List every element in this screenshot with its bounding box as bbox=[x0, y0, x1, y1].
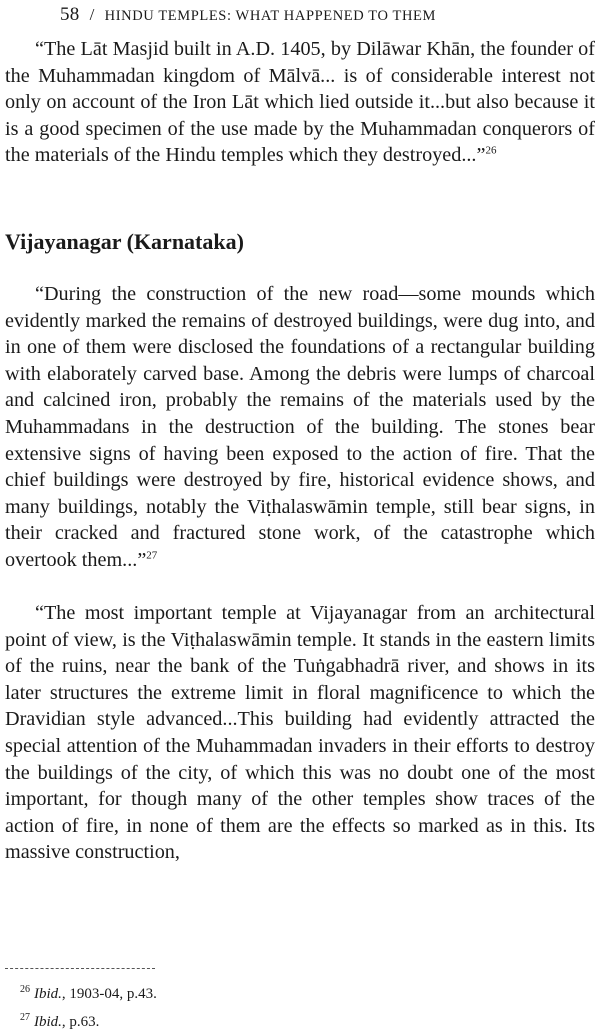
running-title: HINDU TEMPLES: WHAT HAPPENED TO THEM bbox=[104, 8, 437, 24]
footnote-ibid: Ibid. bbox=[34, 986, 62, 1002]
footnote-number: 27 bbox=[20, 1012, 30, 1023]
footnote-citation: , 1903-04, p.43. bbox=[61, 986, 157, 1002]
page-number: 58 bbox=[60, 4, 80, 25]
paragraph-text: “During the construction of the new road—some mounds which evidently marked the remains of destroyed buildings, were dug into, and in one of them were disclosed the foundations of a rectangular building with elaborately carved base. Among the debris were lumps of charcoal and calcined iron, probably the remains of the materials used by the Muhammadans in the destruction of the building. The stones bear extensive signs of having been exposed to the action of fire. That the chief buildings were destroyed by fire, historical evidence shows, and many buildings, notably the Viṭhalaswāmin temple, still bear signs, in their cracked and fractured stone work, of the catastrophe which overtook them...” bbox=[5, 283, 595, 571]
paragraph-lat-masjid bbox=[5, 36, 595, 169]
footnote-26 bbox=[20, 978, 157, 1006]
footnote-27 bbox=[20, 1006, 157, 1034]
paragraph-text: “The Lāt Masjid built in A.D. 1405, by Dilāwar Khān, the founder of the Muhammadan kingdom of Mālvā... is of considerable interest not only on account of the Iron Lāt which lied outside it...but also because it is a good specimen of the use made by the Muhammadan conquerors of the materials of the Hindu temples which they destroyed...” bbox=[5, 38, 595, 167]
footnotes bbox=[20, 978, 157, 1034]
paragraph-vithalaswamin bbox=[5, 600, 595, 866]
footnote-number: 26 bbox=[20, 984, 30, 995]
header-separator: / bbox=[89, 5, 95, 24]
footnote-ref: 26 bbox=[485, 144, 497, 157]
section-heading: Vijayanagar (Karnataka) bbox=[5, 229, 244, 254]
footnote-ibid: Ibid. bbox=[34, 1014, 62, 1030]
footnote-ref: 27 bbox=[146, 549, 158, 562]
footnote-citation: , p.63. bbox=[61, 1014, 100, 1030]
paragraph-new-road bbox=[5, 281, 595, 574]
paragraph-text: “The most important temple at Vijayanagar from an architectural point of view, is the Viṭhalaswāmin temple. It stands in the eastern limits of the ruins, near the bank of the Tuṅgabhadrā river, and shows in its later structures the extreme limit in floral magnificence to which the Dravidian style advanced...This building had evidently attracted the special attention of the Muhammadan invaders in their efforts to destroy the buildings of the city, of which this was no doubt one of the most important, for though many of the other temples show traces of the action of fire, in none of them are the effects so marked as in this. Its massive construction, bbox=[5, 602, 595, 864]
footnote-divider bbox=[5, 968, 155, 969]
running-header bbox=[60, 4, 436, 26]
